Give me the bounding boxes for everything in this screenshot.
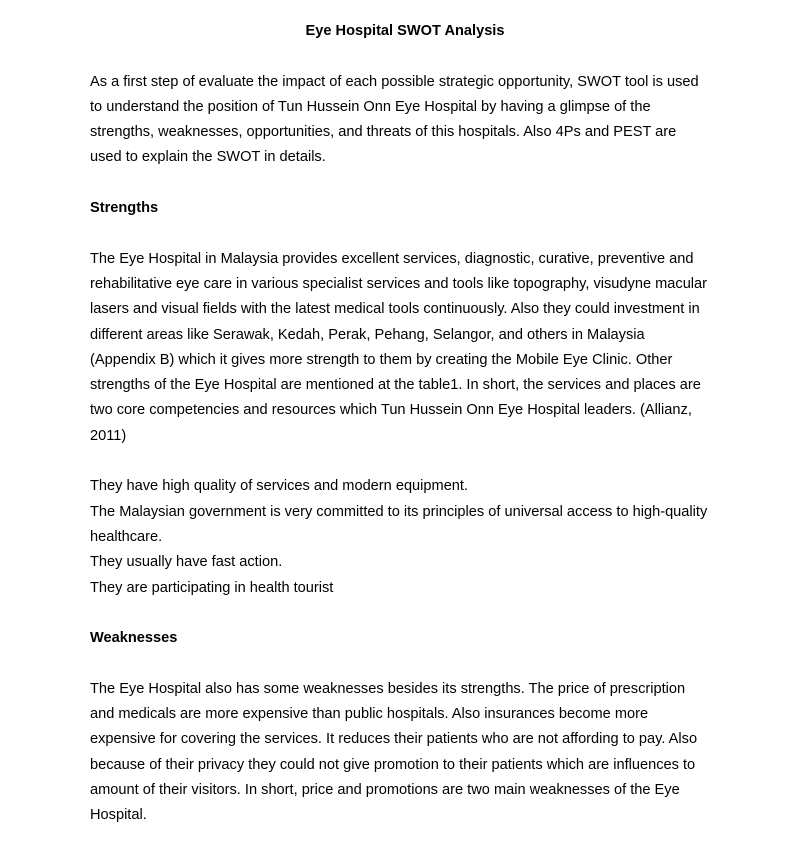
strengths-heading: Strengths [90, 200, 159, 217]
strength-point: The Malaysian government is very committed to its principles of universal access to high-quality [90, 503, 708, 520]
text-line: amount of their visitors. In short, price and promotions are two main weaknesses of the Eye [90, 781, 680, 798]
document-title: Eye Hospital SWOT Analysis [305, 23, 505, 39]
text-line: lasers and visual fields with the latest medical tools continuously. Also they could investment in [90, 301, 700, 318]
intro-paragraph [90, 70, 720, 171]
spacer [90, 651, 720, 676]
document-page [90, 19, 720, 829]
strength-point: They usually have fast action. [90, 554, 283, 571]
text-line: two core competencies and resources which Tun Hussein Onn Eye Hospital leaders. (Allianz, [90, 402, 692, 419]
text-line: different areas like Serawak, Kedah, Perak, Pehang, Selangor, and others in Malaysia [90, 326, 645, 343]
text-line: because of their privacy they could not give promotion to their patients which are influences to [90, 756, 696, 773]
strength-point: They have high quality of services and modern equipment. [90, 478, 469, 495]
spacer [90, 44, 720, 69]
text-line: Hospital. [90, 807, 147, 824]
text-line: expensive for covering the services. It reduces their patients who are not affording to pay. Also [90, 731, 698, 748]
text-line: As a first step of evaluate the impact of each possible strategic opportunity, SWOT tool is used [90, 73, 699, 90]
strengths-points [90, 474, 720, 600]
strength-point: They are participating in health tourist [90, 579, 334, 596]
weaknesses-paragraph [90, 677, 720, 829]
spacer [90, 601, 720, 626]
text-line: (Appendix B) which it gives more strength to them by creating the Mobile Eye Clinic. Other [90, 351, 673, 368]
text-line: to understand the position of Tun Hussein Onn Eye Hospital by having a glimpse of the [90, 98, 651, 115]
strengths-paragraph [90, 247, 720, 449]
spacer [90, 171, 720, 196]
text-line: and medicals are more expensive than public hospitals. Also insurances become more [90, 706, 649, 723]
spacer [90, 449, 720, 474]
strength-point: healthcare. [90, 528, 163, 545]
text-line: rehabilitative eye care in various specialist services and tools like topography, visudyne macular [90, 275, 708, 292]
text-line: The Eye Hospital also has some weaknesses besides its strengths. The price of prescription [90, 680, 686, 697]
weaknesses-heading: Weaknesses [90, 630, 178, 647]
text-line: 2011) [90, 427, 127, 444]
text-line: The Eye Hospital in Malaysia provides excellent services, diagnostic, curative, preventive and [90, 250, 694, 267]
spacer [90, 221, 720, 246]
text-line: strengths, weaknesses, opportunities, and threats of this hospitals. Also 4Ps and PEST are [90, 124, 677, 141]
text-line: strengths of the Eye Hospital are mentioned at the table1. In short, the services and places are [90, 377, 701, 394]
text-line: used to explain the SWOT in details. [90, 149, 326, 166]
